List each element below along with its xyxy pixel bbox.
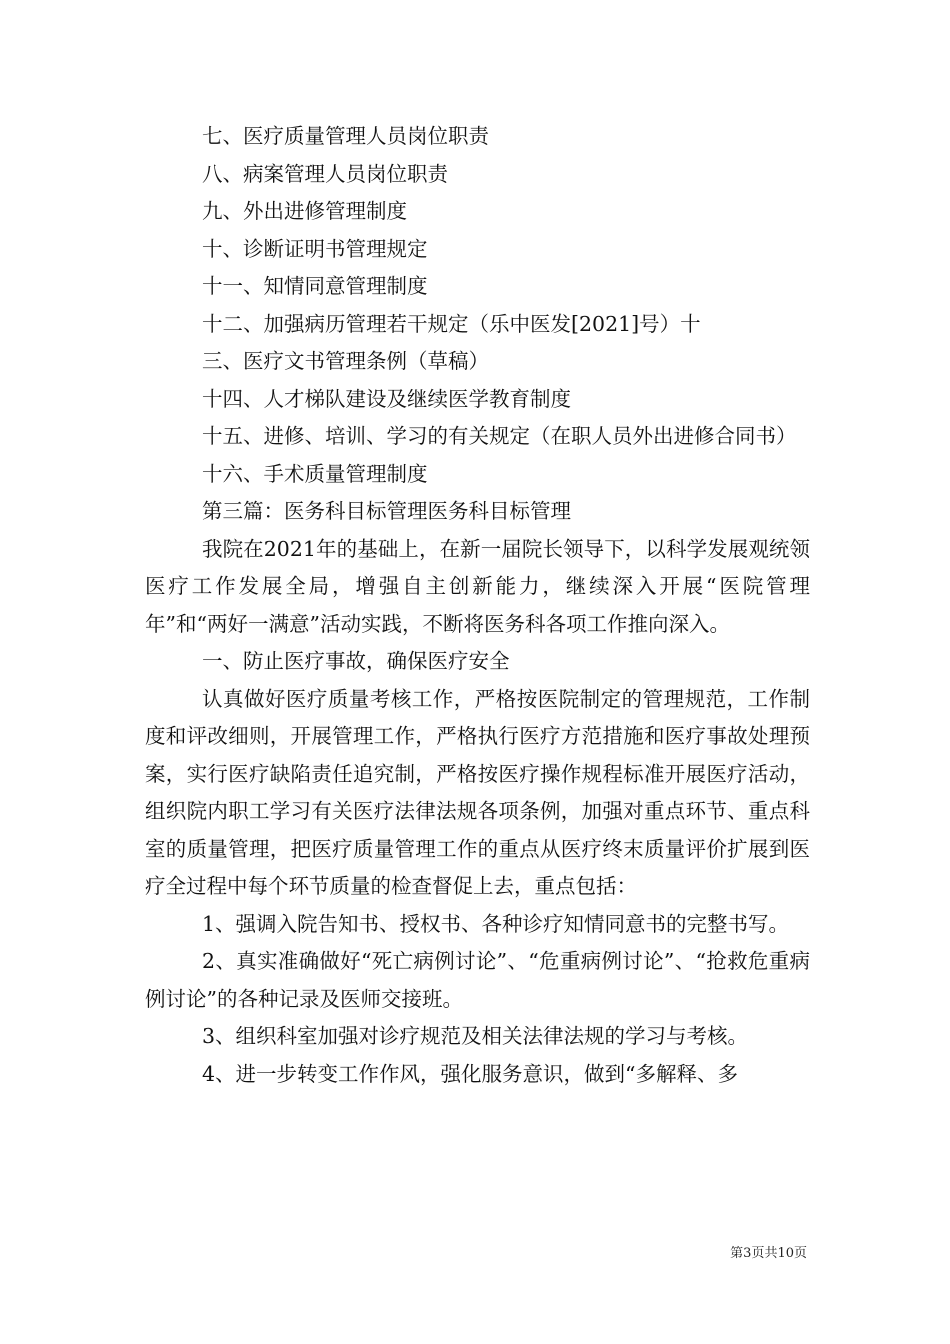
document-body <box>145 118 810 1093</box>
list-item: 九、外出进修管理制度 <box>202 199 407 223</box>
list-item: 三、医疗文书管理条例（草稿） <box>202 349 489 373</box>
body-paragraph: 我院在2021年的基础上，在新一届院长领导下，以科学发展观统领医疗工作发展全局，增强自主创新能力，继续深入开展“医院管理年”和“两好一满意”活动实践，不断将医务科各项工作推向深入。 <box>145 536 810 636</box>
list-item: 八、病案管理人员岗位职责 <box>202 161 448 186</box>
list-item: 七、医疗质量管理人员岗位职责 <box>202 124 489 148</box>
numbered-item: 4、进一步转变工作作风，强化服务意识，做到“多解释、多 <box>202 1061 739 1086</box>
list-item: 十一、知情同意管理制度 <box>202 274 428 298</box>
subsection-heading: 一、防止医疗事故，确保医疗安全 <box>202 649 510 673</box>
list-item: 十六、手术质量管理制度 <box>202 461 428 486</box>
numbered-item: 1、强调入院告知书、授权书、各种诊疗知情同意书的完整书写。 <box>202 911 790 936</box>
list-item: 十四、人才梯队建设及继续医学教育制度 <box>202 386 571 411</box>
numbered-item: 3、组织科室加强对诊疗规范及相关法律法规的学习与考核。 <box>202 1024 749 1048</box>
list-item: 十二、加强病历管理若干规定（乐中医发[2021]号）十 <box>202 311 701 336</box>
list-item: 十五、进修、培训、学习的有关规定（在职人员外出进修合同书） <box>202 424 797 448</box>
list-item: 十、诊断证明书管理规定 <box>202 236 428 261</box>
page-number: 第3页共10页 <box>730 1246 807 1261</box>
body-paragraph: 认真做好医疗质量考核工作，严格按医院制定的管理规范，工作制度和评改细则，开展管理工作，严格执行医疗方范措施和医疗事故处理预案，实行医疗缺陷责任追究制，严格按医疗操作规程标准开展医疗活动，组织院内职工学习有关医疗法律法规各项条例，加强对重点环节、重点科室的质量管理，把医疗质量管理工作的重点从医疗终末质量评价扩展到医疗全过程中每个环节质量的检查督促上去，重点包括： <box>145 686 810 898</box>
section-heading: 第三篇：医务科目标管理医务科目标管理 <box>202 499 571 523</box>
numbered-item: 2、真实准确做好“死亡病例讨论”、“危重病例讨论”、“抢救危重病例讨论”的各种记录及医师交接班。 <box>145 949 810 1011</box>
